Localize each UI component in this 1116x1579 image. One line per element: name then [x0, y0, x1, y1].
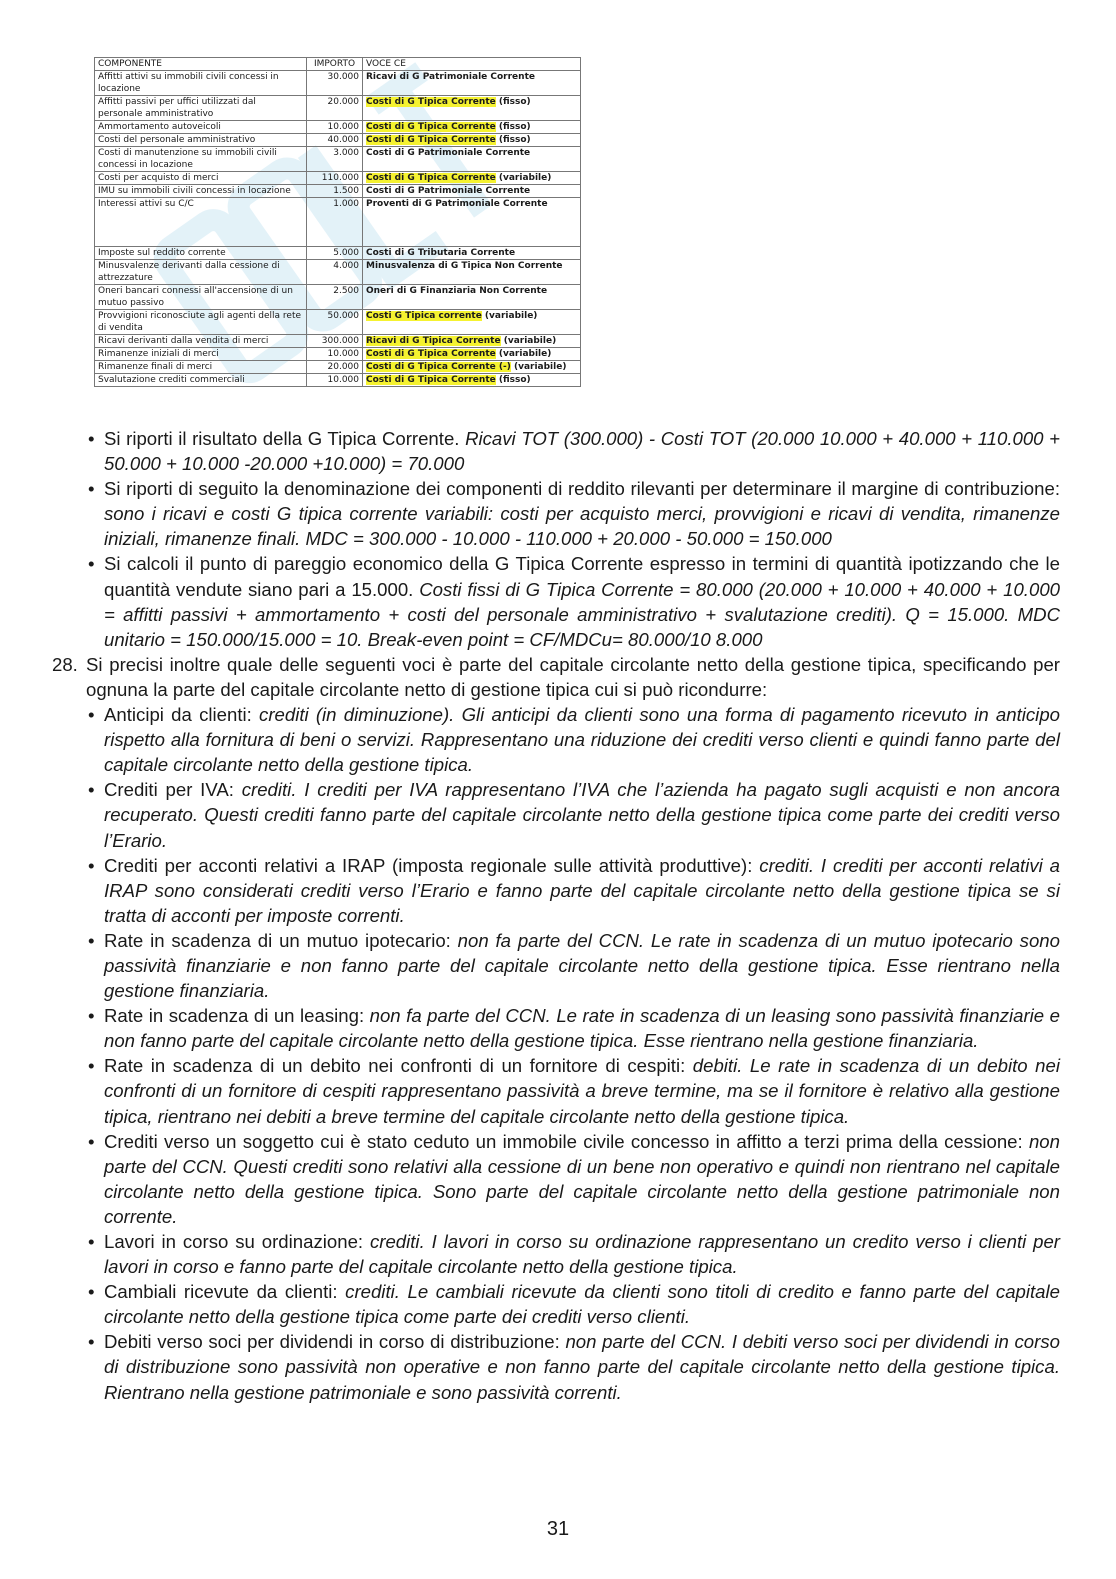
voce-rest: (fisso) [495, 135, 531, 145]
list-item [60, 426, 1060, 476]
answers-list-27 [60, 426, 1060, 652]
table-row [95, 172, 581, 185]
cell-voce-ce [363, 121, 581, 134]
item-answer: crediti. I crediti per IVA rappresentano l’IVA che l’azienda ha pagato sugli acquisti e non ancora recuperato. Questi crediti fanno parte del capitale circolante netto della gestione tipica come parte dei crediti verso l’Erario. [104, 779, 1060, 851]
item-lead: Rate in scadenza di un leasing: [104, 1005, 370, 1027]
item-answer: crediti. I lavori in corso su ordinazione rappresentano un credito verso i clienti per lavori in corso e fanno parte del capitale circolante netto della gestione tipica. [104, 1231, 1060, 1278]
item-lead: Si calcoli il punto di pareggio economico della G Tipica Corrente espresso in termini di quantità ipotizzando che le quantità vendute siano pari a 15.000. [104, 553, 1060, 600]
table-row [95, 96, 581, 121]
cell-voce-ce [363, 260, 581, 285]
voce-highlight: Costi di G Tipica Corrente [366, 122, 496, 132]
cell-voce-ce [363, 361, 581, 374]
cell-voce-ce [363, 96, 581, 121]
table-header-row [95, 58, 581, 71]
item-lead: Rate in scadenza di un debito nei confronti di un fornitore di cespiti: [104, 1055, 693, 1077]
list-item [60, 777, 1060, 852]
list-item [60, 1279, 1060, 1329]
cell-componente: Costi del personale amministrativo [95, 134, 307, 147]
cell-importo: 3.000 [307, 147, 363, 172]
item-lead: Anticipi da clienti: [104, 704, 260, 726]
page-number: 31 [546, 1518, 570, 1540]
cell-importo: 10.000 [307, 348, 363, 361]
voce-highlight: Ricavi di G Tipica Corrente [366, 336, 501, 346]
cell-componente: Svalutazione crediti commerciali [95, 374, 307, 387]
cell-componente: Costi per acquisto di merci [95, 172, 307, 185]
question-text: Si precisi inoltre quale delle seguenti voci è parte del capitale circolante netto della gestione tipica, specificando per ognuna la parte del capitale circolante netto di gestione tipica cui si può ricondurre: [86, 653, 1060, 700]
voce-rest: (fisso) [495, 97, 531, 107]
cell-componente: Provvigioni riconosciute agli agenti della rete di vendita [95, 310, 307, 335]
cell-componente: Affitti attivi su immobili civili concessi in locazione [95, 71, 307, 96]
table-row [95, 260, 581, 285]
item-lead: Debiti verso soci per dividendi in corso di distribuzione: [104, 1331, 566, 1353]
item-lead: Crediti per acconti relativi a IRAP (imposta regionale sulle attività produttive): [104, 854, 760, 876]
item-answer: non parte del CCN. Questi crediti sono relativi alla cessione di un bene non operativo e quindi non rientrano nel capitale circolante netto della gestione tipica. Sono parte del capitale circolante netto della gestione patrimoniale non corrente. [104, 1130, 1060, 1227]
item-answer: debiti. Le rate in scadenza di un debito nei confronti di un fornitore di cespiti rappresentano passività a breve termine, ma se il fornitore è relativo alla gestione tipica, rientrano nei debiti a breve termine del capitale circolante netto della gestione tipica. [104, 1055, 1060, 1127]
cell-componente: Oneri bancari connessi all'accensione di un mutuo passivo [95, 285, 307, 310]
list-item [60, 1003, 1060, 1053]
answers-list-28 [60, 702, 1060, 1405]
item-answer: crediti. Le cambiali ricevute da clienti sono titoli di credito e fanno parte del capitale circolante netto della gestione tipica come parte dei crediti verso clienti. [104, 1281, 1060, 1328]
components-table-container [94, 57, 580, 387]
cell-importo: 110.000 [307, 172, 363, 185]
cell-importo: 20.000 [307, 361, 363, 374]
item-lead: Si riporti il risultato della G Tipica Corrente. [104, 428, 466, 449]
cell-voce-ce [363, 348, 581, 361]
voce-highlight: Costi di G Tipica Corrente [366, 135, 496, 145]
cell-componente: Imposte sul reddito corrente [95, 247, 307, 260]
item-answer: non parte del CCN. I debiti verso soci per dividendi in corso di distribuzione sono passività non operative e non fanno parte del capitale circolante netto della gestione tipica. Rientrano nella gestione patrimoniale e sono passività correnti. [104, 1331, 1060, 1403]
cell-componente: IMU su immobili civili concessi in locazione [95, 185, 307, 198]
voce-rest: (variabile) [510, 362, 567, 372]
item-lead: Rate in scadenza di un mutuo ipotecario: [104, 929, 458, 951]
table-row [95, 185, 581, 198]
cell-importo: 300.000 [307, 335, 363, 348]
cell-voce-ce [363, 285, 581, 310]
list-item [60, 853, 1060, 928]
voce-rest: Ricavi di G Patrimoniale Corrente [366, 72, 535, 82]
list-item [60, 1329, 1060, 1404]
cell-importo: 50.000 [307, 310, 363, 335]
cell-importo: 10.000 [307, 374, 363, 387]
voce-rest: Costi di G Patrimoniale Corrente [366, 186, 531, 196]
cell-importo: 30.000 [307, 71, 363, 96]
table-row [95, 134, 581, 147]
item-answer: crediti. I crediti per acconti relativi a IRAP sono considerati crediti verso l’Erario e fanno parte del capitale circolante netto della gestione tipica se si tratta di acconti per imposte correnti. [104, 854, 1061, 926]
cell-voce-ce [363, 198, 581, 247]
table-row [95, 247, 581, 260]
item-answer: Costi fissi di G Tipica Corrente = 80.000 (20.000 + 10.000 + 40.000 + 10.000 = affitti passivi + ammortamento + costi del personale amministrativo + svalutazione crediti). Q = 15.000. MDC unitario = 150.000/15.000 = 10. Break-even point = CF/MDCu= 80.000/10 8.000 [104, 578, 1060, 650]
table-row [95, 198, 581, 247]
voce-rest: Oneri di G Finanziaria Non Corrente [366, 286, 548, 296]
cell-voce-ce [363, 310, 581, 335]
header-componente: COMPONENTE [95, 58, 307, 71]
cell-importo: 4.000 [307, 260, 363, 285]
table-row [95, 361, 581, 374]
list-item [60, 1129, 1060, 1229]
item-answer: sono i ricavi e costi G tipica corrente variabili: costi per acquisto merci, provvigioni e ricavi di vendita, rimanenze iniziali, rimanenze finali. MDC = 300.000 - 10.000 - 110.000 + 20.000 - 50.000 = 150.000 [104, 503, 1060, 550]
voce-highlight: Costi di G Tipica Corrente (-) [366, 362, 511, 372]
item-answer: Ricavi TOT (300.000) - Costi TOT (20.000 10.000 + 40.000 + 110.000 + 50.000 + 10.000 -20.000 +10.000) = 70.000 [104, 428, 1060, 475]
voce-rest: Costi di G Tributaria Corrente [366, 248, 516, 258]
cell-voce-ce [363, 247, 581, 260]
voce-rest: (variabile) [495, 173, 552, 183]
item-lead: Si riporti di seguito la denominazione dei componenti di reddito rilevanti per determinare il margine di contribuzione: [104, 478, 1060, 500]
table-row [95, 71, 581, 96]
voce-highlight: Costi di G Tipica Corrente [366, 349, 496, 359]
cell-importo: 10.000 [307, 121, 363, 134]
voce-rest: Proventi di G Patrimoniale Corrente [366, 199, 548, 209]
cell-importo: 20.000 [307, 96, 363, 121]
voce-highlight: Costi di G Tipica Corrente [366, 173, 496, 183]
cell-importo: 2.500 [307, 285, 363, 310]
table-row [95, 310, 581, 335]
header-voce-ce: VOCE CE [363, 58, 581, 71]
voce-rest: Costi di G Patrimoniale Corrente [366, 148, 531, 158]
cell-componente: Affitti passivi per uffici utilizzati dal personale amministrativo [95, 96, 307, 121]
cell-voce-ce [363, 185, 581, 198]
header-importo: IMPORTO [307, 58, 363, 71]
item-answer: crediti (in diminuzione). Gli anticipi da clienti sono una forma di pagamento ricevuto in anticipo rispetto alla fornitura di beni o servizi. Rappresentano una riduzione dei crediti verso clienti e quindi fanno parte del capitale circolante netto della gestione tipica. [104, 704, 1060, 776]
cell-importo: 1.500 [307, 185, 363, 198]
voce-highlight: Costi di G Tipica Corrente [366, 375, 496, 385]
cell-voce-ce [363, 335, 581, 348]
document-body [52, 426, 1061, 1405]
table-body [95, 71, 581, 387]
question-28 [52, 652, 1060, 702]
cell-importo: 40.000 [307, 134, 363, 147]
cell-componente: Minusvalenze derivanti dalla cessione di attrezzature [95, 260, 307, 285]
cell-componente: Interessi attivi su C/C [95, 198, 307, 247]
item-answer: non fa parte del CCN. Le rate in scadenza di un mutuo ipotecario sono passività finanziarie e non fanno parte del capitale circolante netto della gestione tipica. Esse rientrano nella gestione finanziaria. [104, 929, 1060, 1002]
cell-voce-ce [363, 147, 581, 172]
voce-rest: (variabile) [495, 349, 552, 359]
list-item [60, 702, 1060, 777]
table-row [95, 335, 581, 348]
voce-rest: (variabile) [500, 336, 557, 346]
list-item [60, 551, 1060, 651]
cell-componente: Ricavi derivanti dalla vendita di merci [95, 335, 307, 348]
cell-voce-ce [363, 172, 581, 185]
voce-rest: (fisso) [495, 122, 531, 132]
voce-highlight: Costi di G Tipica Corrente [366, 97, 496, 107]
table-row [95, 348, 581, 361]
cell-voce-ce [363, 134, 581, 147]
voce-rest: (variabile) [481, 311, 538, 321]
cell-componente: Rimanenze finali di merci [95, 361, 307, 374]
table-row [95, 147, 581, 172]
table-row [95, 374, 581, 387]
item-lead: Lavori in corso su ordinazione: [104, 1231, 370, 1252]
cell-voce-ce [363, 374, 581, 387]
cell-importo: 1.000 [307, 198, 363, 247]
item-lead: Cambiali ricevute da clienti: [104, 1281, 346, 1303]
item-lead: Crediti verso un soggetto cui è stato ceduto un immobile civile concesso in affitto a terzi prima della cessione: [104, 1130, 1029, 1152]
cell-componente: Ammortamento autoveicoli [95, 121, 307, 134]
table-row [95, 121, 581, 134]
cell-componente: Costi di manutenzione su immobili civili concessi in locazione [95, 147, 307, 172]
cell-importo: 5.000 [307, 247, 363, 260]
list-item [60, 928, 1060, 1003]
list-item [60, 1229, 1060, 1279]
components-table [94, 57, 581, 387]
voce-rest: (fisso) [495, 375, 531, 385]
list-item [60, 1053, 1060, 1128]
question-number: 28. [52, 653, 78, 675]
item-lead: Crediti per IVA: [104, 779, 242, 801]
item-answer: non fa parte del CCN. Le rate in scadenza di un leasing sono passività finanziarie e non fanno parte del capitale circolante netto della gestione tipica. Esse rientrano nella gestione finanziaria. [104, 1005, 1060, 1052]
voce-highlight: Costi G Tipica corrente [366, 311, 482, 321]
cell-voce-ce [363, 71, 581, 96]
list-item [60, 476, 1060, 551]
table-row [95, 285, 581, 310]
voce-rest: Minusvalenza di G Tipica Non Corrente [366, 261, 563, 271]
cell-componente: Rimanenze iniziali di merci [95, 348, 307, 361]
